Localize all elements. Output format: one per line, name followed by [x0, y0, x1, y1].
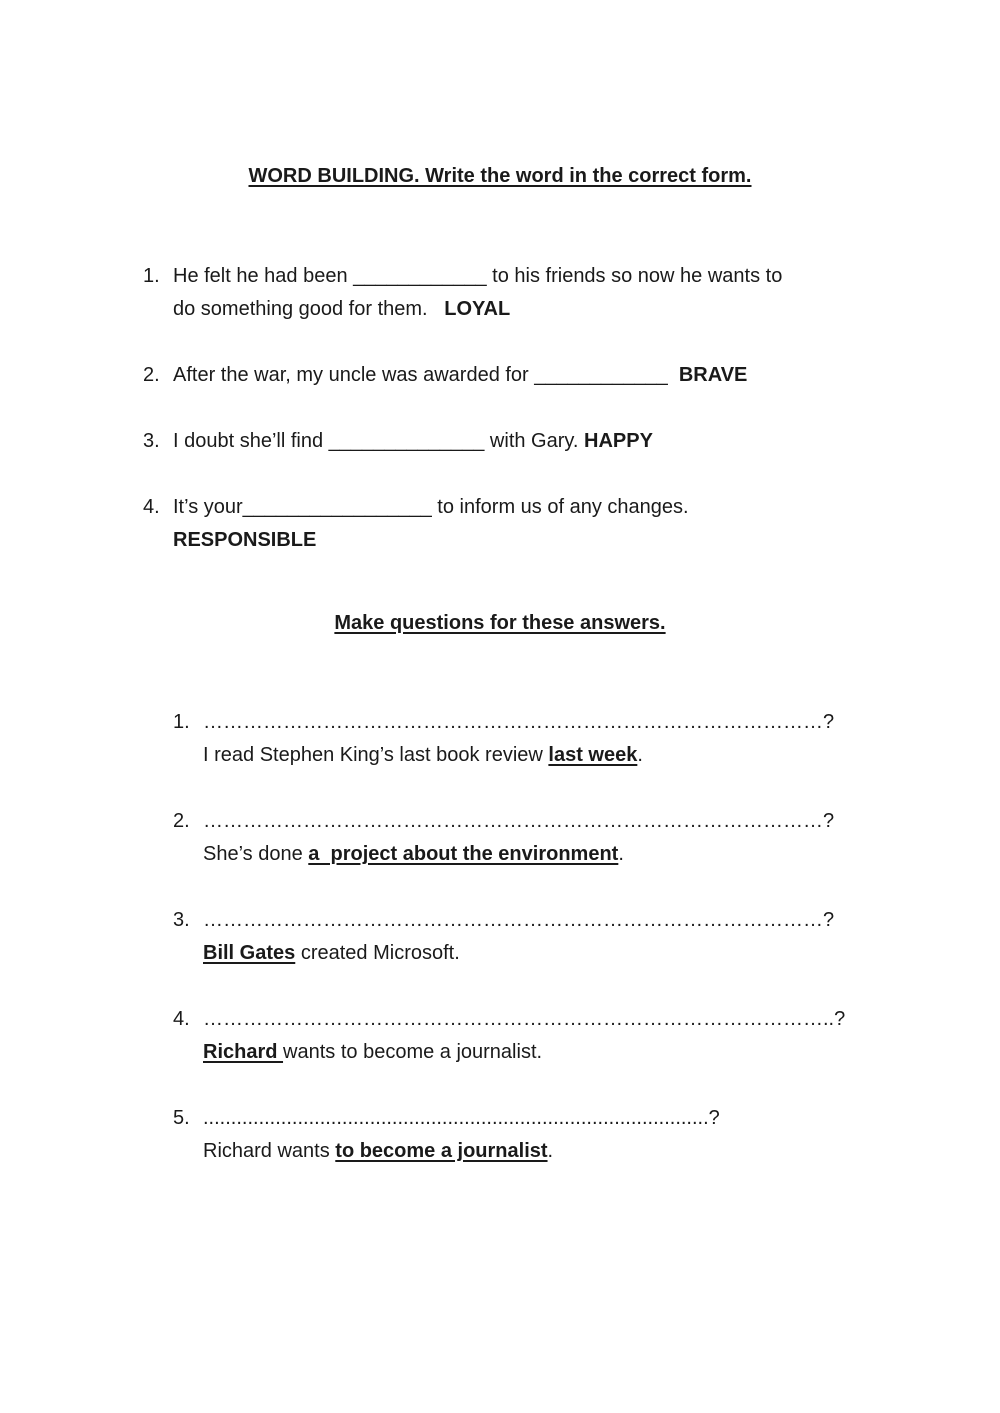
item-number: 1.: [173, 711, 190, 733]
keyword: LOYAL: [444, 298, 511, 320]
emphasized-answer: Richard: [203, 1041, 284, 1063]
answer-blank: …………………………………………………………………………………..?: [203, 1008, 846, 1030]
item-number: 2.: [143, 364, 160, 386]
item-text: I doubt she’ll find ______________ with Gary.: [173, 430, 585, 452]
item-number: 3.: [143, 430, 160, 452]
answer-text: wants to become a journalist.: [283, 1041, 543, 1063]
section-title-make-questions: Make questions for these answers.: [334, 612, 666, 634]
item-number: 1.: [143, 265, 160, 287]
answer-text: .: [547, 1140, 554, 1162]
item-number: 2.: [173, 810, 190, 832]
item-number: 4.: [143, 496, 160, 518]
answer-blank: …………………………………………………………………………………?: [203, 909, 835, 931]
emphasized-answer: to become a journalist: [335, 1140, 548, 1162]
answer-text: She’s done: [203, 843, 309, 865]
answer-text: I read Stephen King’s last book review: [203, 744, 549, 766]
item-text: It’s your_________________ to inform us of any changes.: [173, 496, 689, 518]
emphasized-answer: a project about the environment: [308, 843, 619, 865]
keyword: BRAVE: [678, 364, 748, 386]
answer-text: created Microsoft.: [295, 942, 460, 964]
answer-blank: …………………………………………………………………………………?: [203, 711, 835, 733]
item-text: After the war, my uncle was awarded for ____________: [173, 364, 679, 386]
item-text-line-1: He felt he had been ____________ to his friends so now he wants to: [173, 265, 783, 287]
answer-blank: ...........................................................................................?: [203, 1107, 720, 1129]
item-text-line-2: do something good for them.: [173, 298, 445, 320]
keyword: HAPPY: [584, 430, 653, 452]
answer-text: .: [637, 744, 643, 766]
item-number: 5.: [173, 1107, 190, 1129]
keyword: RESPONSIBLE: [173, 529, 317, 551]
emphasized-answer: last week: [548, 744, 638, 766]
emphasized-answer: Bill Gates: [203, 942, 296, 964]
item-number: 4.: [173, 1008, 190, 1030]
answer-text: .: [618, 843, 624, 865]
answer-text: Richard wants: [203, 1140, 336, 1162]
answer-blank: …………………………………………………………………………………?: [203, 810, 835, 832]
item-number: 3.: [173, 909, 190, 931]
section-title-word-building: WORD BUILDING. Write the word in the correct form.: [248, 165, 752, 187]
